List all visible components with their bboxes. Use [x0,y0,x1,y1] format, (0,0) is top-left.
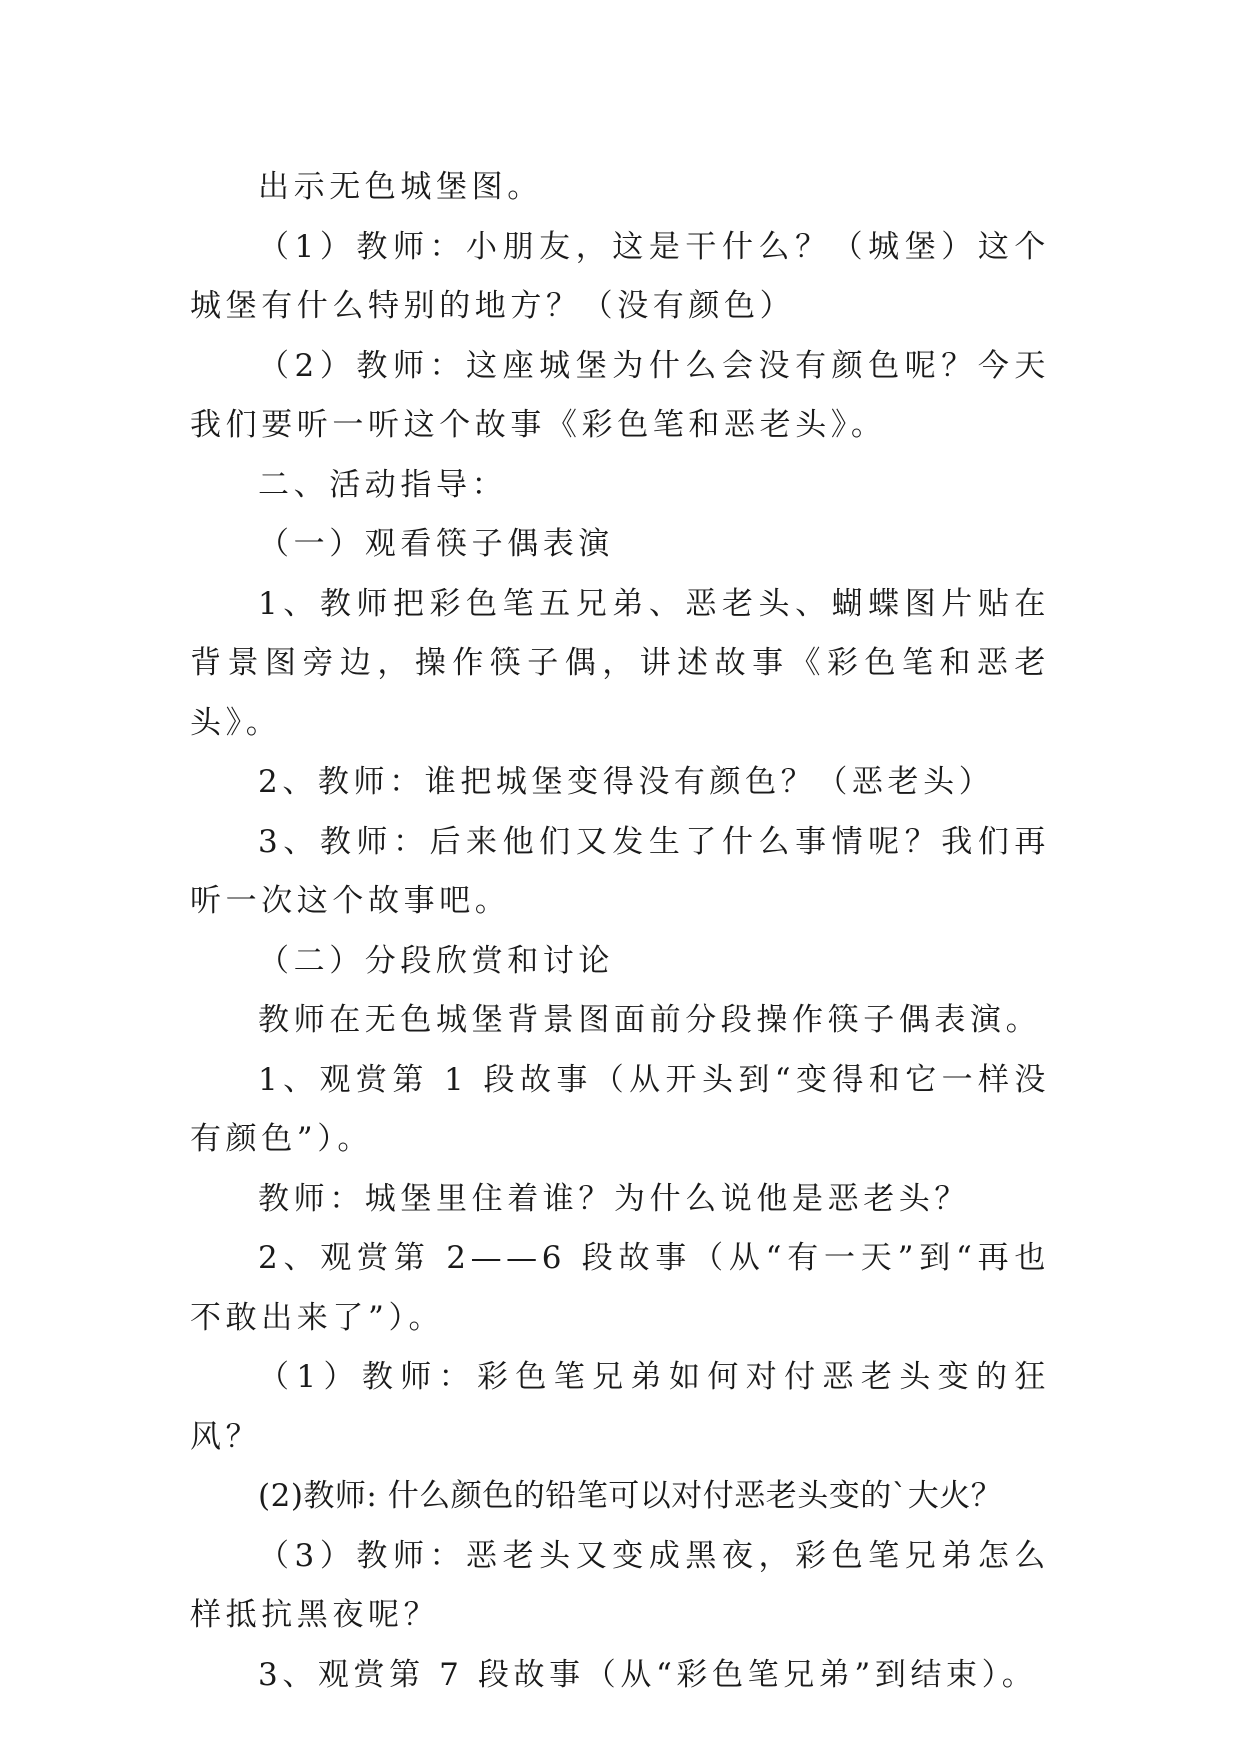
subsection-heading-segmented-discussion: （二）分段欣赏和讨论 [258,942,614,979]
paragraph-segment-question-1: （1）教师：彩色笔兄弟如何对付恶老头变的狂风？ [190,1359,1050,1455]
paragraph-teacher-performance: 教师在无色城堡背景图面前分段操作筷子偶表演。 [258,1002,1042,1038]
paragraph-question-1: （1）教师：小朋友，这是干什么？（城堡）这个城堡有什么特别的地方？（没有颜色） [190,228,1050,324]
paragraph-segment-2-6: 2、观赏第 2——6 段故事（从“有一天”到“再也不敢出来了”）。 [190,1240,1050,1336]
paragraph-segment-question-2: (2)教师: 什么颜色的铅笔可以对付恶老头变的`大火？ [258,1478,1003,1514]
paragraph-show-castle: 出示无色城堡图。 [258,169,543,205]
subsection-heading-watch-show: （一）观看筷子偶表演 [258,526,614,562]
document-body [190,158,1050,1705]
paragraph-step-1: 1、教师把彩色笔五兄弟、恶老头、蝴蝶图片贴在背景图旁边，操作筷子偶，讲述故事《彩色笔和恶老头》。 [190,585,1050,741]
paragraph-question-2: （2）教师：这座城堡为什么会没有颜色呢？今天我们要听一听这个故事《彩色笔和恶老头》。 [190,347,1050,443]
paragraph-segment-7: 3、观赏第 7 段故事（从“彩色笔兄弟”到结束）。 [258,1656,1038,1693]
section-heading-activity-guide: 二、活动指导： [258,466,508,503]
paragraph-segment-question-3: （3）教师：恶老头又变成黑夜，彩色笔兄弟怎么样抵抗黑夜呢？ [190,1537,1050,1633]
paragraph-segment-1: 1、观赏第 1 段故事（从开头到“变得和它一样没有颜色”）。 [190,1061,1050,1157]
paragraph-segment-1-question: 教师：城堡里住着谁？为什么说他是恶老头？ [258,1180,970,1217]
paragraph-step-3: 3、教师：后来他们又发生了什么事情呢？我们再听一次这个故事吧。 [190,823,1050,919]
paragraph-step-2: 2、教师：谁把城堡变得没有颜色？（恶老头） [258,764,995,800]
